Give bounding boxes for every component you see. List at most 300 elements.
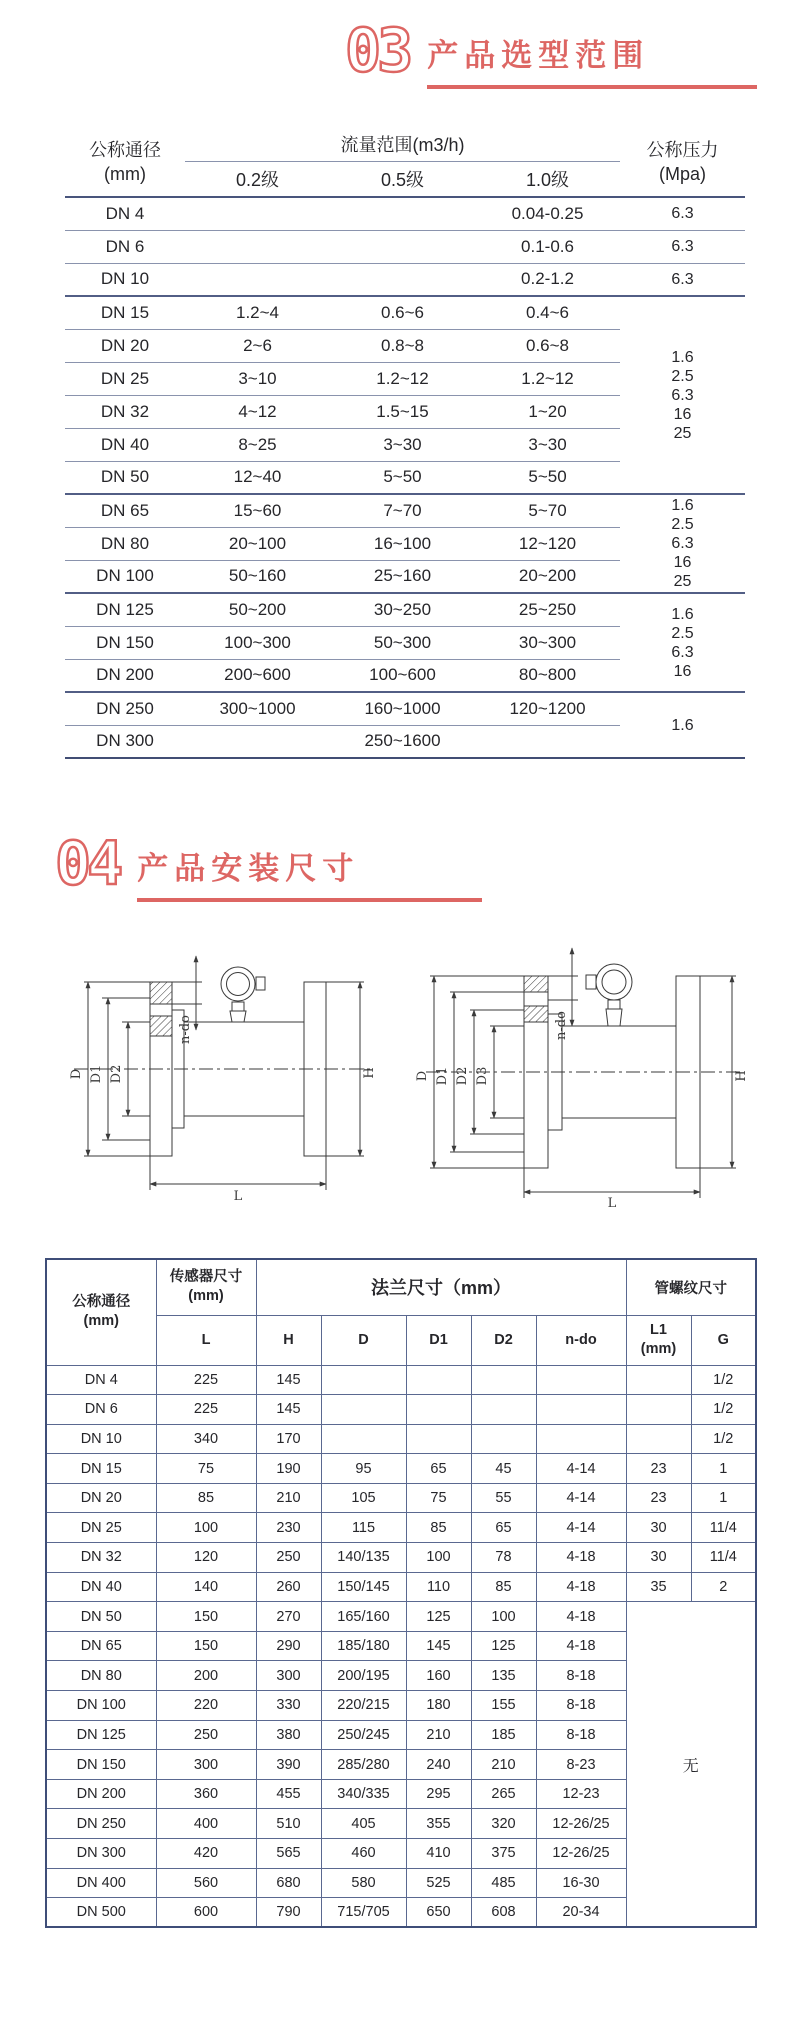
col-group-thread: 管螺纹尺寸 [626, 1259, 756, 1315]
dim-cell: 355 [406, 1809, 471, 1839]
dim-label-d: D [69, 1068, 84, 1080]
pressure-value: 16 [673, 405, 692, 423]
dim-cell: 220 [156, 1691, 256, 1721]
flow-cell [185, 197, 330, 230]
dn-cell: DN 250 [65, 692, 185, 725]
pressure-cell [620, 494, 745, 593]
dim-label-d1: D1 [435, 1066, 450, 1086]
dim-cell: 300 [156, 1750, 256, 1780]
dim-cell: 1/2 [691, 1424, 756, 1454]
dn-cell: DN 6 [46, 1395, 156, 1425]
flow-cell: 1.5~15 [330, 395, 475, 428]
pressure-value: 6.3 [671, 270, 694, 288]
dim-cell: 75 [406, 1483, 471, 1513]
pressure-value: 1.6 [671, 497, 694, 514]
pressure-cell [620, 692, 745, 758]
dim-cell: 105 [321, 1483, 406, 1513]
dim-cell: 85 [406, 1513, 471, 1543]
dim-cell: 12-26/25 [536, 1809, 626, 1839]
dim-cell [321, 1424, 406, 1454]
flow-cell: 20~100 [185, 527, 330, 560]
col-group-flange: 法兰尺寸（mm） [256, 1259, 626, 1315]
section-04-title-wrap [137, 833, 482, 902]
dim-cell: 8-18 [536, 1661, 626, 1691]
dim-cell: 12-23 [536, 1779, 626, 1809]
dim-cell: 150 [156, 1631, 256, 1661]
dim-cell: 4-18 [536, 1572, 626, 1602]
pressure-value: 2.5 [671, 516, 694, 533]
col-header-dn-line2: (mm) [83, 1313, 119, 1330]
dn-cell: DN 125 [46, 1720, 156, 1750]
flow-cell: 300~1000 [185, 692, 330, 725]
dim-cell: 23 [626, 1454, 691, 1484]
flow-cell: 3~30 [475, 428, 620, 461]
flow-cell: 3~30 [330, 428, 475, 461]
col-group-sensor [156, 1259, 256, 1315]
dim-cell: 510 [256, 1809, 321, 1839]
install-table [45, 1258, 757, 1928]
pressure-value: 25 [673, 424, 692, 442]
dim-cell: 155 [471, 1691, 536, 1721]
section-03-underline [427, 85, 757, 89]
pressure-value: 1.6 [671, 716, 694, 734]
section-04-header [55, 829, 800, 902]
pressure-value: 6.3 [671, 535, 694, 552]
dim-cell: 4-14 [536, 1513, 626, 1543]
dn-cell: DN 25 [46, 1513, 156, 1543]
dim-cell: 12-26/25 [536, 1839, 626, 1869]
pressure-value: 16 [673, 662, 692, 680]
dim-label-l: L [233, 1189, 243, 1204]
dim-cell: 8-23 [536, 1750, 626, 1780]
flow-cell: 16~100 [330, 527, 475, 560]
dim-cell: 210 [256, 1483, 321, 1513]
dim-cell: 95 [321, 1454, 406, 1484]
col-header-pressure [620, 127, 745, 197]
section-03-title-wrap [427, 20, 757, 89]
flow-cell: 80~800 [475, 659, 620, 692]
dim-cell: 285/280 [321, 1750, 406, 1780]
flow-cell: 160~1000 [330, 692, 475, 725]
flow-cell: 25~160 [330, 560, 475, 593]
section-03-title: 产品选型范围 [427, 38, 650, 73]
dim-cell [536, 1395, 626, 1425]
pressure-cell [620, 230, 745, 263]
col-group-sensor-line1: 传感器尺寸 [169, 1269, 243, 1286]
dim-cell: 295 [406, 1779, 471, 1809]
dim-cell: 100 [406, 1543, 471, 1573]
dim-cell: 20-34 [536, 1898, 626, 1928]
selection-table-body [65, 197, 745, 758]
dim-label-d2: D2 [109, 1064, 124, 1084]
col-group-sensor-line2: (mm) [188, 1288, 224, 1305]
dn-cell: DN 500 [46, 1898, 156, 1928]
dim-cell: 8-18 [536, 1720, 626, 1750]
dn-cell: DN 125 [65, 593, 185, 626]
dn-cell: DN 6 [65, 230, 185, 263]
flow-cell: 3~10 [185, 362, 330, 395]
dim-cell: 140/135 [321, 1543, 406, 1573]
pressure-cell [620, 197, 745, 230]
dim-cell: 240 [406, 1750, 471, 1780]
pressure-value: 6.3 [671, 238, 694, 255]
dim-cell: 560 [156, 1868, 256, 1898]
section-04-number: 04 [55, 829, 120, 899]
pressure-value: 1.6 [671, 605, 694, 623]
dim-cell: 11/4 [691, 1513, 756, 1543]
pressure-cell [620, 593, 745, 692]
pressure-cell [620, 296, 745, 494]
dim-cell: 11/4 [691, 1543, 756, 1573]
dim-cell: 120 [156, 1543, 256, 1573]
col-header-L: L [156, 1315, 256, 1365]
dn-cell: DN 200 [65, 659, 185, 692]
pressure-value: 2.5 [671, 624, 694, 642]
selection-table [65, 127, 745, 759]
dim-cell [626, 1365, 691, 1395]
dim-cell: 485 [471, 1868, 536, 1898]
flow-cell: 0.2-1.2 [475, 263, 620, 296]
table-row [46, 1543, 756, 1573]
col-header-L1 [626, 1315, 691, 1365]
col-header-pressure-line2: (Mpa) [659, 163, 707, 184]
flow-cell: 20~200 [475, 560, 620, 593]
table-row [46, 1365, 756, 1395]
table-row [46, 1454, 756, 1484]
dim-cell: 320 [471, 1809, 536, 1839]
dim-cell: 210 [406, 1720, 471, 1750]
flow-cell: 30~300 [475, 626, 620, 659]
pressure-value: 6.3 [671, 386, 694, 404]
dim-cell: 608 [471, 1898, 536, 1928]
dim-cell: 145 [256, 1365, 321, 1395]
dim-label-d2: D2 [455, 1066, 470, 1086]
dim-cell: 380 [256, 1720, 321, 1750]
dim-cell: 4-18 [536, 1543, 626, 1573]
col-header-flow-group: 流量范围(m3/h) [185, 127, 620, 161]
dim-cell: 4-14 [536, 1483, 626, 1513]
dim-cell: 200 [156, 1661, 256, 1691]
install-table-header [46, 1259, 756, 1365]
dim-cell: 715/705 [321, 1898, 406, 1928]
dim-cell: 8-18 [536, 1691, 626, 1721]
dn-cell: DN 65 [65, 494, 185, 527]
drawing-left [40, 932, 392, 1212]
dim-cell [626, 1395, 691, 1425]
dim-cell: 580 [321, 1868, 406, 1898]
dim-cell: 565 [256, 1839, 321, 1869]
dim-cell: 330 [256, 1691, 321, 1721]
dim-cell: 270 [256, 1602, 321, 1632]
dim-label-ndo: n-do [554, 1011, 569, 1040]
dim-label-d3: D3 [475, 1066, 490, 1086]
dim-cell: 220/215 [321, 1691, 406, 1721]
section-04-title: 产品安装尺寸 [137, 851, 360, 886]
flow-cell: 200~600 [185, 659, 330, 692]
dim-label-h: H [362, 1067, 377, 1079]
dim-cell: 190 [256, 1454, 321, 1484]
dim-cell: 210 [471, 1750, 536, 1780]
section-04-underline [137, 898, 482, 902]
dn-cell: DN 40 [65, 428, 185, 461]
flow-cell: 4~12 [185, 395, 330, 428]
dim-cell [321, 1395, 406, 1425]
flow-cell: 8~25 [185, 428, 330, 461]
dn-cell: DN 50 [46, 1602, 156, 1632]
dn-cell: DN 400 [46, 1868, 156, 1898]
dim-cell: 135 [471, 1661, 536, 1691]
pressure-value: 16 [673, 554, 692, 571]
dim-cell: 250/245 [321, 1720, 406, 1750]
pressure-value: 6.3 [671, 205, 694, 223]
dn-cell: DN 4 [65, 197, 185, 230]
dim-cell: 290 [256, 1631, 321, 1661]
pressure-value: 2.5 [671, 367, 694, 385]
flow-cell: 12~120 [475, 527, 620, 560]
dn-cell: DN 20 [65, 329, 185, 362]
dim-cell: 4-14 [536, 1454, 626, 1484]
flow-cell: 5~70 [475, 494, 620, 527]
dn-cell: DN 4 [46, 1365, 156, 1395]
dim-cell [406, 1365, 471, 1395]
dn-cell: DN 25 [65, 362, 185, 395]
dim-cell: 35 [626, 1572, 691, 1602]
col-header-L1-line1: L1 [650, 1322, 667, 1338]
dim-cell: 260 [256, 1572, 321, 1602]
selection-table-header [65, 127, 745, 197]
dn-cell: DN 150 [65, 626, 185, 659]
dim-cell [471, 1365, 536, 1395]
flow-cell: 5~50 [330, 461, 475, 494]
col-header-flow-10: 1.0级 [475, 161, 620, 197]
dim-cell: 170 [256, 1424, 321, 1454]
col-header-L1-line2: (mm) [640, 1341, 677, 1357]
dim-cell: 420 [156, 1839, 256, 1869]
dn-cell: DN 200 [46, 1779, 156, 1809]
col-header-pressure-line1: 公称压力 [646, 139, 719, 160]
dim-cell: 4-18 [536, 1602, 626, 1632]
dim-cell: 650 [406, 1898, 471, 1928]
table-row [46, 1483, 756, 1513]
dim-cell: 160 [406, 1661, 471, 1691]
dim-cell: 75 [156, 1454, 256, 1484]
flow-cell: 1.2~12 [475, 362, 620, 395]
dim-cell: 125 [406, 1602, 471, 1632]
dim-label-h: H [734, 1070, 749, 1082]
dn-cell: DN 80 [46, 1661, 156, 1691]
table-row [46, 1424, 756, 1454]
flow-cell: 0.04-0.25 [475, 197, 620, 230]
dim-cell: 100 [471, 1602, 536, 1632]
dn-cell: DN 50 [65, 461, 185, 494]
dim-cell: 180 [406, 1691, 471, 1721]
dim-cell: 1/2 [691, 1365, 756, 1395]
dim-cell: 85 [156, 1483, 256, 1513]
flow-cell: 7~70 [330, 494, 475, 527]
flow-cell: 5~50 [475, 461, 620, 494]
table-row [65, 692, 745, 725]
flow-cell: 50~200 [185, 593, 330, 626]
dim-cell: 265 [471, 1779, 536, 1809]
dim-label-ndo: n-do [178, 1015, 193, 1044]
dim-cell: 100 [156, 1513, 256, 1543]
dim-cell: 78 [471, 1543, 536, 1573]
dim-cell: 375 [471, 1839, 536, 1869]
table-row [46, 1572, 756, 1602]
dim-cell: 30 [626, 1513, 691, 1543]
col-header-dn-line1: 公称通径 [89, 139, 161, 160]
dim-cell: 16-30 [536, 1868, 626, 1898]
dim-cell: 410 [406, 1839, 471, 1869]
dim-cell: 65 [406, 1454, 471, 1484]
thread-none-cell: 无 [626, 1602, 756, 1928]
dim-label-d1: D1 [89, 1064, 104, 1084]
flow-cell: 100~300 [185, 626, 330, 659]
flow-cell [185, 230, 330, 263]
col-header-dn-line1: 公称通径 [72, 1294, 131, 1311]
dn-cell: DN 40 [46, 1572, 156, 1602]
table-row [65, 296, 745, 329]
table-row [46, 1395, 756, 1425]
flow-cell: 0.6~6 [330, 296, 475, 329]
flow-cell: 2~6 [185, 329, 330, 362]
flow-cell [330, 230, 475, 263]
flow-cell: 15~60 [185, 494, 330, 527]
dim-cell [406, 1395, 471, 1425]
col-header-D: D [321, 1315, 406, 1365]
flow-cell: 250~1600 [185, 725, 620, 758]
dim-cell: 680 [256, 1868, 321, 1898]
table-row [65, 230, 745, 263]
table-row [46, 1513, 756, 1543]
dn-cell: DN 65 [46, 1631, 156, 1661]
dim-cell: 455 [256, 1779, 321, 1809]
dn-cell: DN 32 [65, 395, 185, 428]
dim-cell: 85 [471, 1572, 536, 1602]
dn-cell: DN 300 [65, 725, 185, 758]
dim-cell: 405 [321, 1809, 406, 1839]
dim-cell: 45 [471, 1454, 536, 1484]
dn-cell: DN 20 [46, 1483, 156, 1513]
pressure-value: 6.3 [671, 643, 694, 661]
dn-cell: DN 100 [65, 560, 185, 593]
dim-label-d: D [415, 1070, 430, 1082]
flow-cell: 50~300 [330, 626, 475, 659]
flow-cell: 12~40 [185, 461, 330, 494]
flow-cell: 1~20 [475, 395, 620, 428]
dim-cell: 115 [321, 1513, 406, 1543]
col-header-G: G [691, 1315, 756, 1365]
flow-cell [330, 197, 475, 230]
pressure-value: 25 [673, 573, 692, 590]
dim-cell: 1 [691, 1483, 756, 1513]
dim-cell: 340/335 [321, 1779, 406, 1809]
dim-cell [626, 1424, 691, 1454]
col-header-dn [65, 127, 185, 197]
dim-cell: 225 [156, 1395, 256, 1425]
col-header-flow-02: 0.2级 [185, 161, 330, 197]
dim-cell: 2 [691, 1572, 756, 1602]
flow-cell: 25~250 [475, 593, 620, 626]
dim-cell: 110 [406, 1572, 471, 1602]
dn-cell: DN 150 [46, 1750, 156, 1780]
dim-cell: 145 [256, 1395, 321, 1425]
dim-cell: 400 [156, 1809, 256, 1839]
dn-cell: DN 15 [46, 1454, 156, 1484]
flow-cell: 0.4~6 [475, 296, 620, 329]
table-row [65, 494, 745, 527]
col-header-flow-05: 0.5级 [330, 161, 475, 197]
col-header-H: H [256, 1315, 321, 1365]
col-header-D1: D1 [406, 1315, 471, 1365]
dim-cell: 225 [156, 1365, 256, 1395]
dim-cell: 150 [156, 1602, 256, 1632]
col-header-dn [46, 1259, 156, 1365]
section-03-header [345, 16, 800, 89]
dn-cell: DN 10 [46, 1424, 156, 1454]
col-header-dn-line2: (mm) [104, 163, 146, 184]
dim-label-l: L [607, 1196, 617, 1211]
dn-cell: DN 100 [46, 1691, 156, 1721]
dim-cell: 185 [471, 1720, 536, 1750]
dim-cell: 390 [256, 1750, 321, 1780]
dim-cell: 4-18 [536, 1631, 626, 1661]
dn-cell: DN 32 [46, 1543, 156, 1573]
dim-cell [321, 1365, 406, 1395]
dim-cell: 125 [471, 1631, 536, 1661]
dim-cell: 250 [156, 1720, 256, 1750]
dim-cell: 1 [691, 1454, 756, 1484]
flow-cell: 1.2~4 [185, 296, 330, 329]
flow-cell: 100~600 [330, 659, 475, 692]
dn-cell: DN 15 [65, 296, 185, 329]
section-03-number: 03 [345, 16, 410, 86]
dim-cell: 340 [156, 1424, 256, 1454]
flow-cell: 30~250 [330, 593, 475, 626]
dim-cell: 360 [156, 1779, 256, 1809]
dim-cell: 1/2 [691, 1395, 756, 1425]
dim-cell: 150/145 [321, 1572, 406, 1602]
flow-cell [185, 263, 330, 296]
installation-drawings [40, 932, 800, 1212]
dn-cell: DN 10 [65, 263, 185, 296]
flow-cell [330, 263, 475, 296]
dim-cell [536, 1365, 626, 1395]
flow-cell: 120~1200 [475, 692, 620, 725]
pressure-value: 1.6 [671, 348, 694, 366]
dim-cell [471, 1424, 536, 1454]
dim-cell: 250 [256, 1543, 321, 1573]
dim-cell: 525 [406, 1868, 471, 1898]
dim-cell: 23 [626, 1483, 691, 1513]
dim-cell [471, 1395, 536, 1425]
dn-cell: DN 80 [65, 527, 185, 560]
flow-cell: 1.2~12 [330, 362, 475, 395]
dn-cell: DN 250 [46, 1809, 156, 1839]
pressure-cell [620, 263, 745, 296]
dim-cell [536, 1424, 626, 1454]
dim-cell: 65 [471, 1513, 536, 1543]
dn-cell: DN 300 [46, 1839, 156, 1869]
dim-cell: 185/180 [321, 1631, 406, 1661]
flow-cell: 0.6~8 [475, 329, 620, 362]
flow-cell: 0.1-0.6 [475, 230, 620, 263]
table-row [65, 263, 745, 296]
dim-cell: 600 [156, 1898, 256, 1928]
table-row [65, 197, 745, 230]
dim-cell: 460 [321, 1839, 406, 1869]
col-header-ndo: n-do [536, 1315, 626, 1365]
